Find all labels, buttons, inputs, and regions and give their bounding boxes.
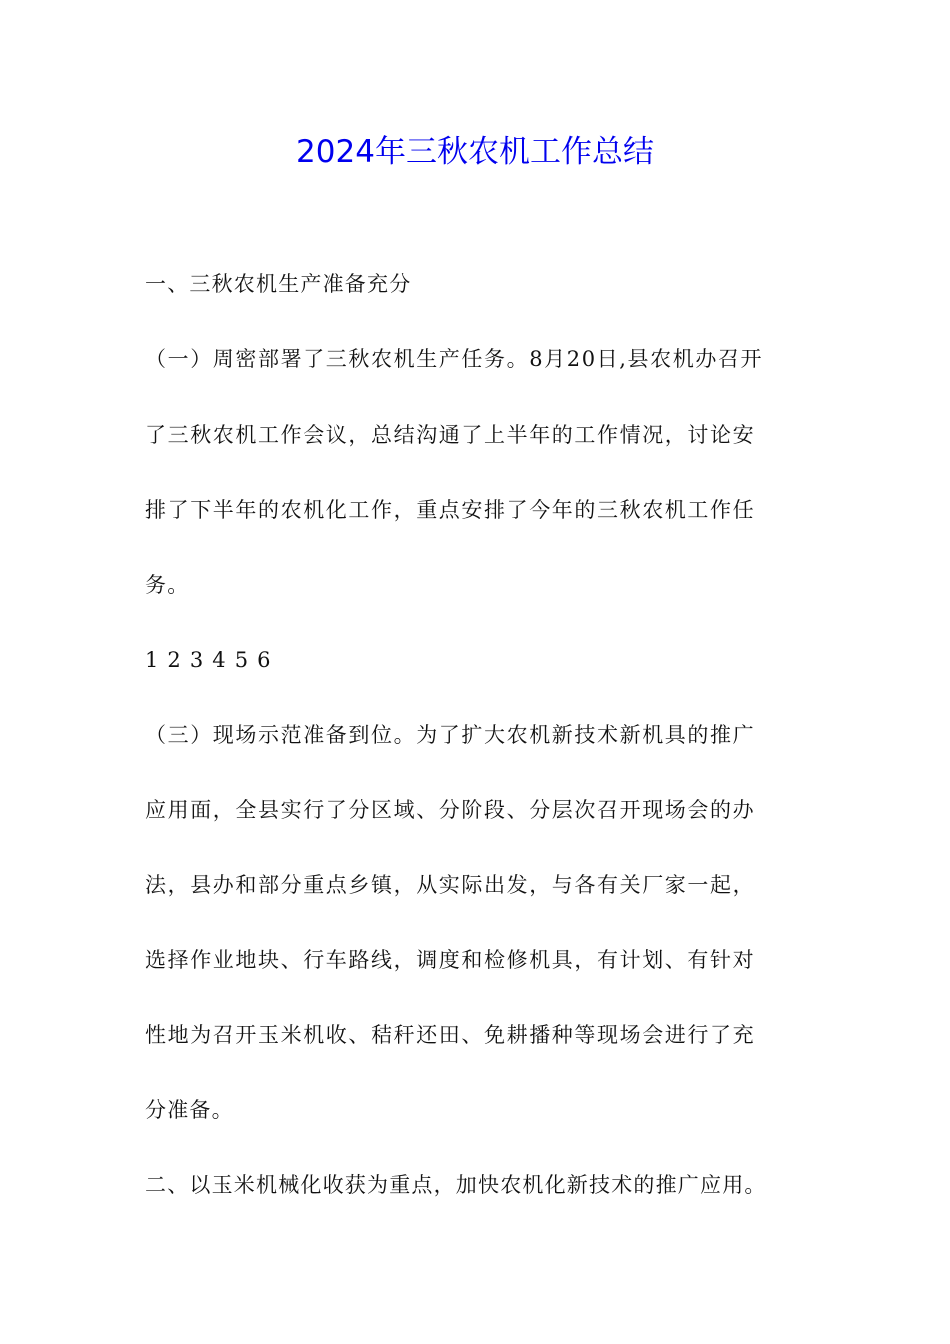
paragraph-line: 务。 xyxy=(145,573,190,597)
numbered-line: 1 2 3 4 5 6 xyxy=(145,648,272,672)
paragraph-line: 法，县办和部分重点乡镇，从实际出发，与各有关厂家一起， xyxy=(145,873,756,897)
paragraph-line: 选择作业地块、行车路线，调度和检修机具，有计划、有针对 xyxy=(145,948,756,972)
paragraph-line: 了三秋农机工作会议，总结沟通了上半年的工作情况，讨论安 xyxy=(145,423,756,447)
paragraph-line: 性地为召开玉米机收、秸秆还田、免耕播种等现场会进行了充 xyxy=(145,1023,756,1047)
paragraph-line: 排了下半年的农机化工作，重点安排了今年的三秋农机工作任 xyxy=(145,498,756,522)
paragraph-line: （三）现场示范准备到位。为了扩大农机新技术新机具的推广 xyxy=(145,723,756,747)
section-heading-2: 二、以玉米机械化收获为重点，加快农机化新技术的推广应用。 xyxy=(145,1173,767,1197)
document-title: 2024年三秋农机工作总结 xyxy=(296,134,654,170)
section-heading-1: 一、三秋农机生产准备充分 xyxy=(145,272,412,296)
paragraph-line: 分准备。 xyxy=(145,1098,234,1122)
paragraph-line: 应用面，全县实行了分区域、分阶段、分层次召开现场会的办 xyxy=(145,798,756,822)
paragraph-line: （一）周密部署了三秋农机生产任务。8月20日,县农机办召开 xyxy=(145,347,764,371)
